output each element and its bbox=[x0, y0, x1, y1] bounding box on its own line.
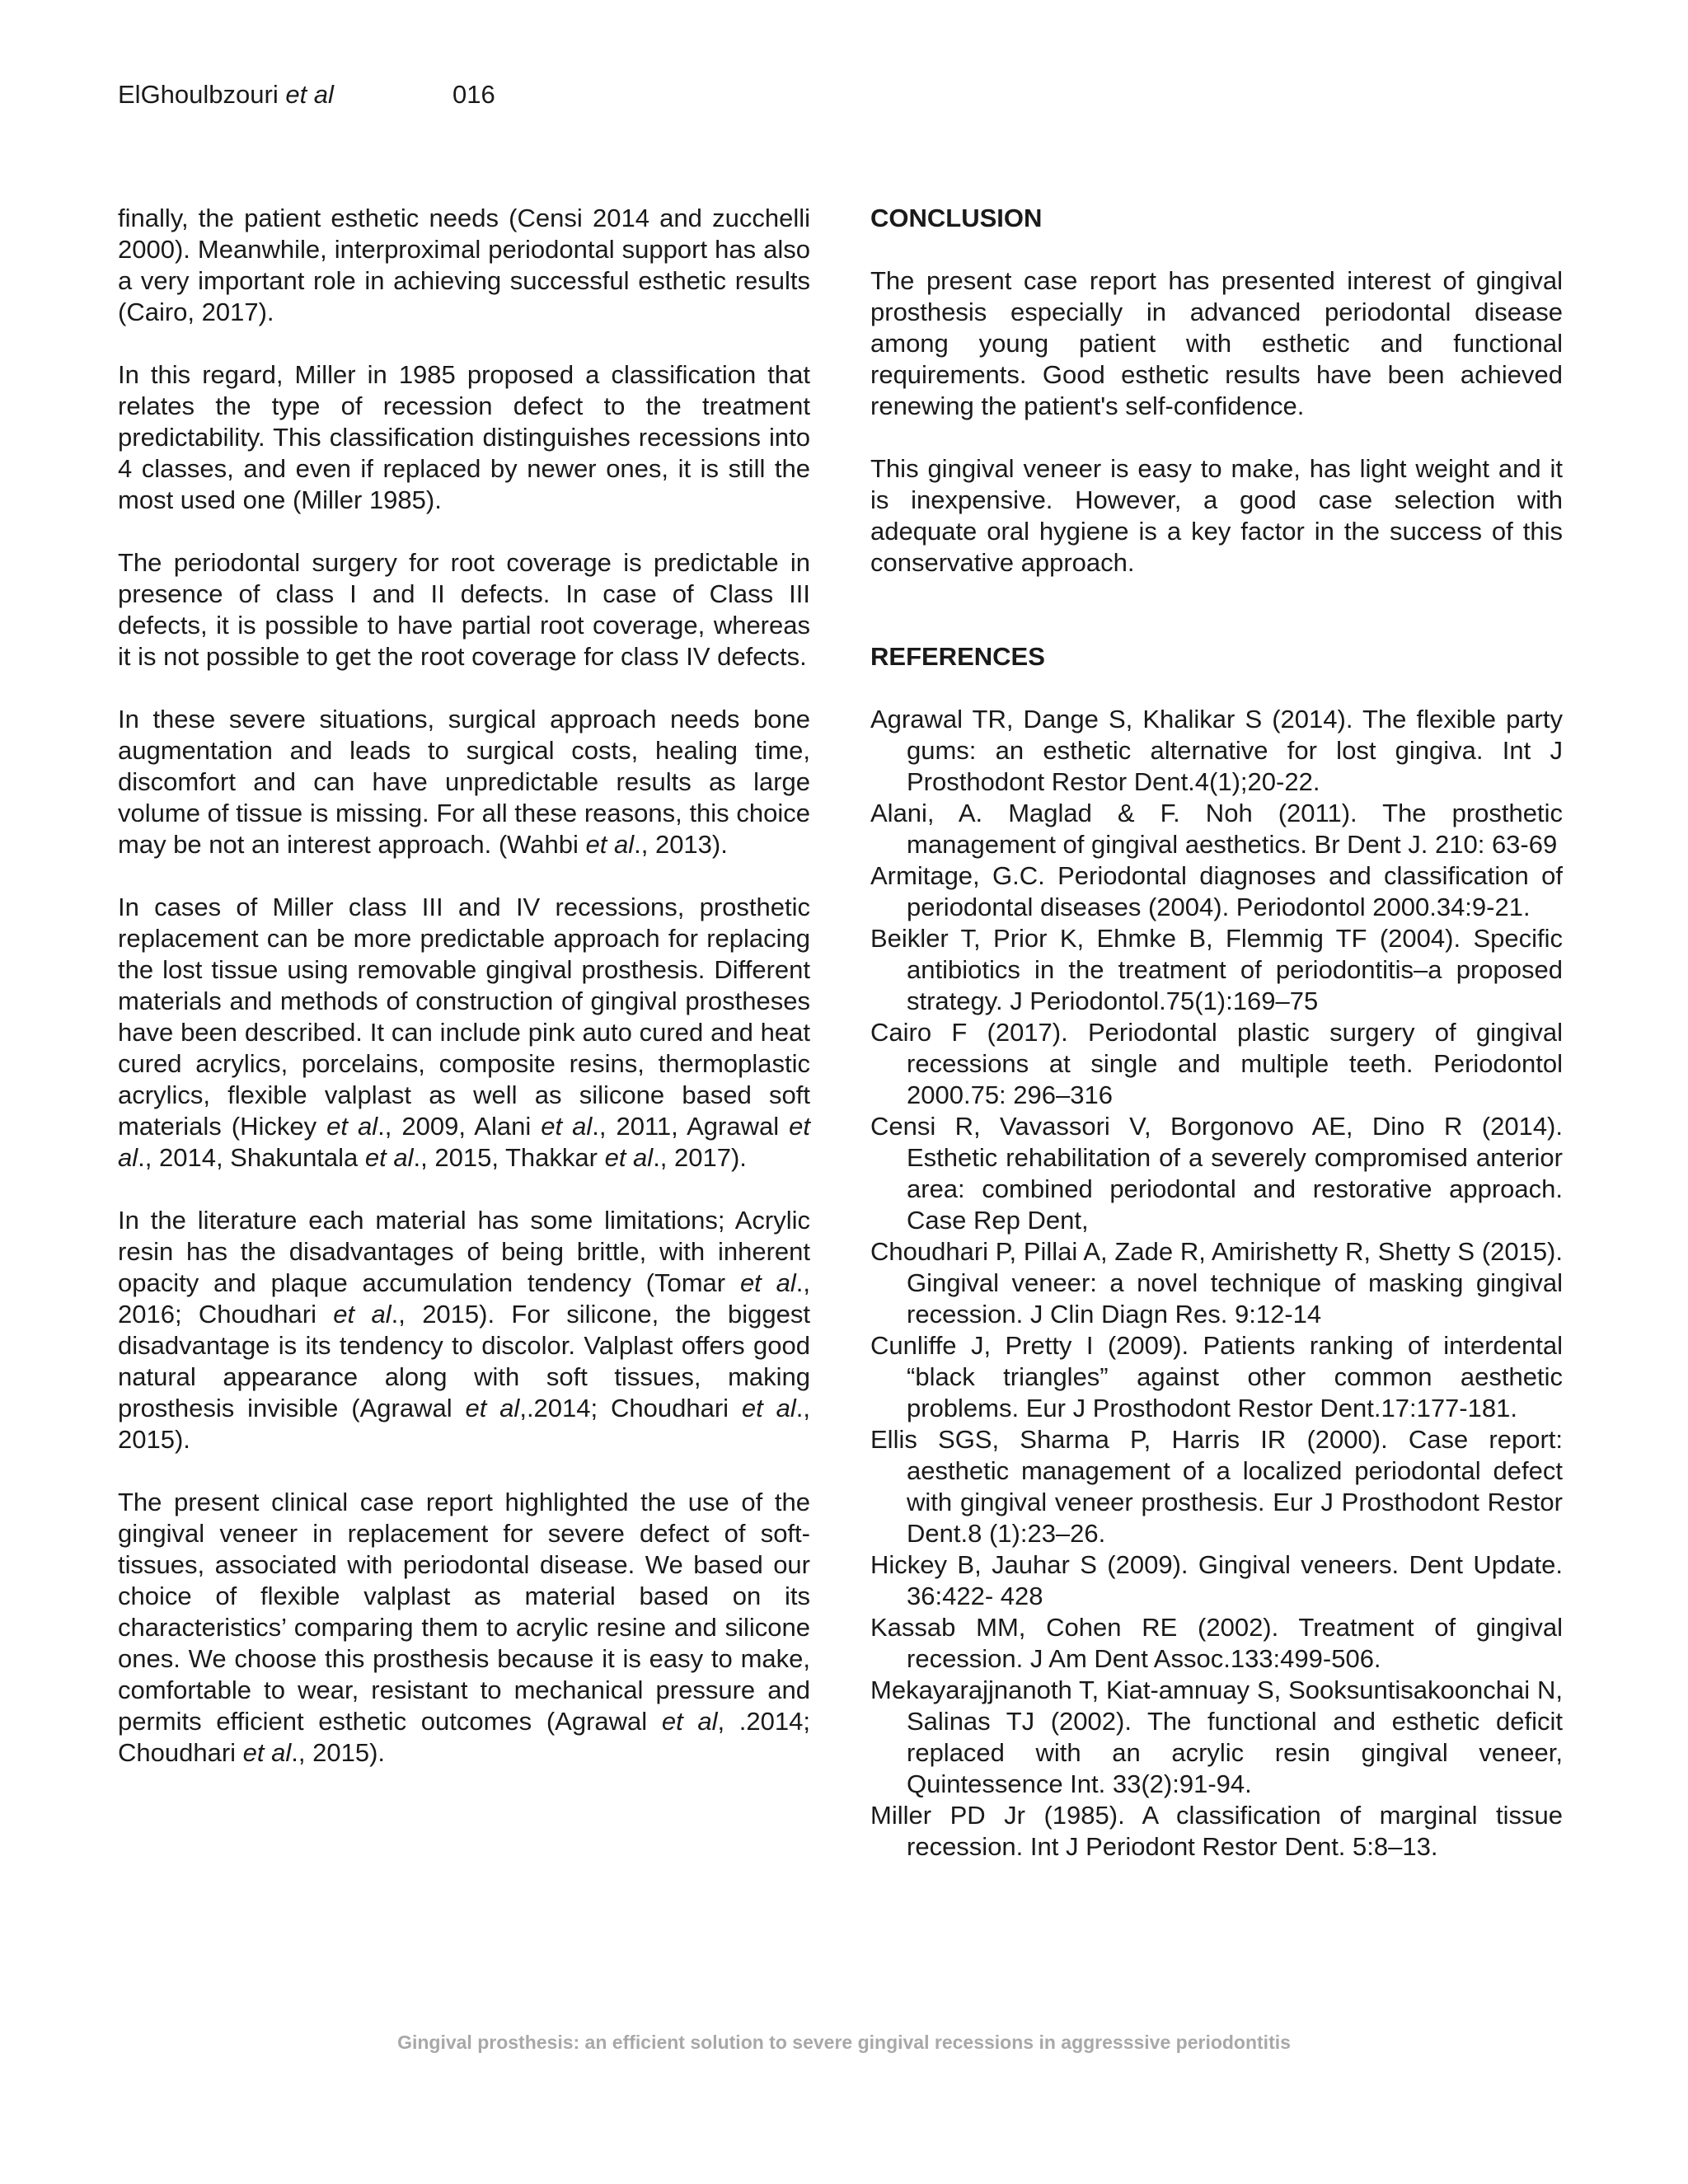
italic-text: et al bbox=[741, 1394, 796, 1422]
body-paragraph bbox=[118, 1205, 810, 1455]
italic-text: et al bbox=[333, 1300, 392, 1329]
reference-item: Choudhari P, Pillai A, Zade R, Amirishetty R, Shetty S (2015). Gingival veneer: a novel technique of masking gingival recession. J Clin Diagn Res. 9:12-14 bbox=[870, 1237, 1563, 1329]
reference-item: Beikler T, Prior K, Ehmke B, Flemmig TF (2004). Specific antibiotics in the treatment of periodontitis–a proposed strategy. J Periodontol.75(1):169–75 bbox=[870, 924, 1563, 1015]
italic-text: et al bbox=[661, 1707, 718, 1736]
text-run: ,.2014; Choudhari bbox=[519, 1394, 742, 1422]
text-run: The present clinical case report highlighted the use of the gingival veneer in replacement for severe defect of soft-tissues, associated with periodontal disease. We based our choice of flexible valplast as material based on its characteristics’ comparing them to acrylic resine and silicone ones. We choose this prosthesis because it is easy to make, comfortable to wear, resistant to mechanical pressure and permits efficient esthetic outcomes (Agrawal bbox=[118, 1488, 810, 1736]
reference-item: Armitage, G.C. Periodontal diagnoses and classification of periodontal diseases (2004). Periodontol 2000.34:9-21. bbox=[870, 861, 1563, 921]
text-run: finally, the patient esthetic needs (Censi 2014 and zucchelli 2000). Meanwhile, interproximal periodontal support has also a very important role in achieving successful esthetic results (Cairo, 2017). bbox=[118, 204, 810, 326]
running-title-footer: Gingival prosthesis: an efficient solution to severe gingival recessions in aggresssive periodontitis bbox=[397, 2032, 1291, 2053]
conclusion-heading: CONCLUSION bbox=[870, 204, 1043, 232]
italic-text: et al bbox=[739, 1268, 796, 1297]
body-paragraph bbox=[118, 1487, 810, 1769]
text-run: ., 2014, Shakuntala bbox=[138, 1143, 365, 1172]
reference-item: Agrawal TR, Dange S, Khalikar S (2014). The flexible party gums: an esthetic alternative for lost gingiva. Int J Prosthodont Restor Dent.4(1);20-22. bbox=[870, 705, 1563, 796]
text-run: ., 2013). bbox=[634, 830, 728, 859]
author-suffix: et al bbox=[285, 80, 334, 109]
body-paragraph bbox=[870, 265, 1563, 422]
running-authors bbox=[118, 80, 334, 109]
italic-text: et al bbox=[242, 1738, 292, 1767]
page-number: 016 bbox=[452, 80, 495, 109]
reference-item: Hickey B, Jauhar S (2009). Gingival veneers. Dent Update. 36:422- 428 bbox=[870, 1550, 1563, 1610]
italic-text: et al bbox=[604, 1143, 654, 1172]
italic-text: et al bbox=[364, 1143, 414, 1172]
text-run: , .2014; Choudhari bbox=[118, 1707, 810, 1767]
italic-text: et al bbox=[465, 1394, 520, 1422]
body-paragraph bbox=[118, 547, 810, 673]
reference-item: Cairo F (2017). Periodontal plastic surgery of gingival recessions at single and multiple teeth. Periodontol 2000.75: 296–316 bbox=[870, 1018, 1563, 1109]
text-run: ., 2015, Thakkar bbox=[413, 1143, 605, 1172]
text-run: In these severe situations, surgical approach needs bone augmentation and leads to surgical costs, healing time, discomfort and can have unpredictable results as large volume of tissue is missing. For all these reasons, this choice may be not an interest approach. (Wahbi bbox=[118, 705, 810, 859]
reference-list bbox=[870, 704, 1563, 1863]
text-run: This gingival veneer is easy to make, has light weight and it is inexpensive. However, a good case selection with adequate oral hygiene is a key factor in the success of this conservative approach. bbox=[870, 454, 1563, 577]
text-run: ., 2015). bbox=[291, 1738, 386, 1767]
body-paragraph bbox=[118, 359, 810, 516]
reference-item: Ellis SGS, Sharma P, Harris IR (2000). Case report: aesthetic management of a localized periodontal defect with gingival veneer prosthesis. Eur J Prosthodont Restor Dent.8 (1):23–26. bbox=[870, 1425, 1563, 1548]
text-run: ., 2015). bbox=[118, 1394, 810, 1454]
conclusion-body bbox=[870, 265, 1563, 579]
text-run: In the literature each material has some limitations; Acrylic resin has the disadvantages of being brittle, with inherent opacity and plaque accumulation tendency (Tomar bbox=[118, 1206, 810, 1297]
right-column bbox=[870, 203, 1563, 1863]
text-run: The present case report has presented interest of gingival prosthesis especially in advanced periodontal disease among young patient with esthetic and functional requirements. Good esthetic results have been achieved renewing the patient's self-confidence. bbox=[870, 266, 1563, 420]
text-run: ., 2009, Alani bbox=[377, 1112, 542, 1141]
reference-item: Censi R, Vavassori V, Borgonovo AE, Dino R (2014). Esthetic rehabilitation of a severely compromised anterior area: combined periodontal and restorative approach. Case Rep Dent, bbox=[870, 1112, 1563, 1235]
italic-text: et al bbox=[118, 1112, 810, 1172]
italic-text: et al bbox=[541, 1112, 593, 1141]
author-name: ElGhoulbzouri bbox=[118, 80, 279, 109]
reference-item: Alani, A. Maglad & F. Noh (2011). The prosthetic management of gingival aesthetics. Br Dent J. 210: 63-69 bbox=[870, 799, 1563, 859]
reference-item: Cunliffe J, Pretty I (2009). Patients ranking of interdental “black triangles” against other common aesthetic problems. Eur J Prosthodont Restor Dent.17:177-181. bbox=[870, 1331, 1563, 1422]
text-run: ., 2017). bbox=[653, 1143, 747, 1172]
italic-text: et al bbox=[326, 1112, 378, 1141]
body-paragraph bbox=[118, 892, 810, 1174]
text-run: ., 2016; Choudhari bbox=[118, 1268, 810, 1329]
page-header bbox=[118, 79, 495, 110]
left-column bbox=[118, 203, 810, 1800]
text-run: ., 2015). For silicone, the biggest disadvantage is its tendency to discolor. Valplast offers good natural appearance along with soft tissues, making prosthesis invisible (Agrawal bbox=[118, 1300, 810, 1422]
text-run: The periodontal surgery for root coverage is predictable in presence of class I and II defects. In case of Class III defects, it is possible to have partial root coverage, whereas it is not possible to get the root coverage for class IV defects. bbox=[118, 548, 810, 671]
reference-item: Mekayarajjnanoth T, Kiat-amnuay S, Sooksuntisakoonchai N, Salinas TJ (2002). The functional and esthetic deficit replaced with an acrylic resin gingival veneer, Quintessence Int. 33(2):91-94. bbox=[870, 1675, 1563, 1798]
text-run: In this regard, Miller in 1985 proposed a classification that relates the type of recession defect to the treatment predictability. This classification distinguishes recessions into 4 classes, and even if replaced by newer ones, it is still the most used one (Miller 1985). bbox=[118, 360, 810, 514]
body-paragraph bbox=[118, 704, 810, 860]
reference-item: Miller PD Jr (1985). A classification of marginal tissue recession. Int J Periodont Restor Dent. 5:8–13. bbox=[870, 1801, 1563, 1861]
text-run: ., 2011, Agrawal bbox=[592, 1112, 790, 1141]
text-run: In cases of Miller class III and IV recessions, prosthetic replacement can be more predictable approach for replacing the lost tissue using removable gingival prosthesis. Different materials and methods of construction of gingival prostheses have been described. It can include pink auto cured and heat cured acrylics, porcelains, composite resins, thermoplastic acrylics, flexible valplast as well as silicone based soft materials (Hickey bbox=[118, 893, 810, 1141]
italic-text: et al bbox=[585, 830, 635, 859]
reference-item: Kassab MM, Cohen RE (2002). Treatment of gingival recession. J Am Dent Assoc.133:499-506. bbox=[870, 1613, 1563, 1673]
body-paragraph bbox=[118, 203, 810, 328]
body-paragraph bbox=[870, 453, 1563, 579]
references-heading: REFERENCES bbox=[870, 642, 1045, 671]
